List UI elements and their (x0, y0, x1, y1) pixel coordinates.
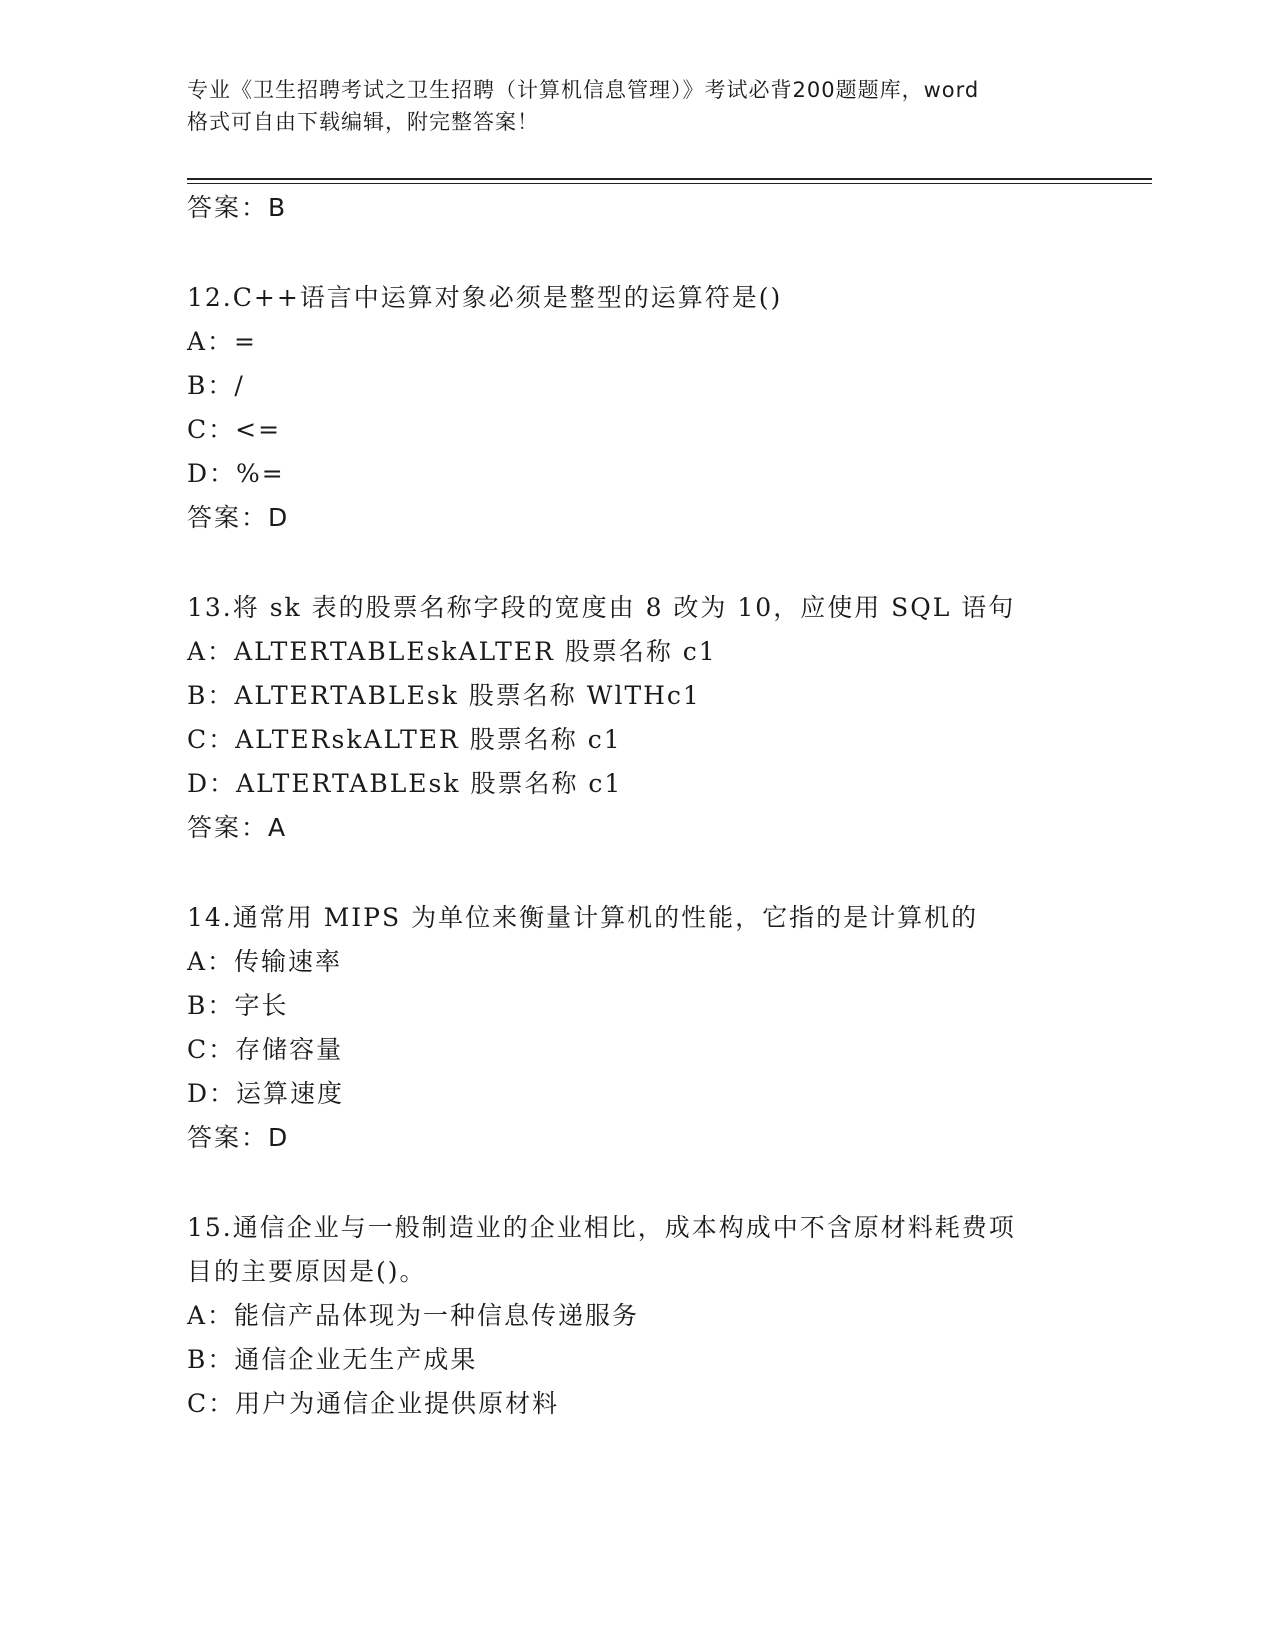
q14-question: 14.通常用 MIPS 为单位来衡量计算机的性能，它指的是计算机的 (187, 903, 979, 932)
q14-option-d: D：运算速度 (187, 1079, 345, 1108)
q12-question: 12.C++语言中运算对象必须是整型的运算符是() (187, 283, 783, 312)
q14-option-b: B：字长 (187, 991, 289, 1020)
header-divider-thin (187, 183, 1152, 184)
q13-answer: 答案：A (187, 813, 288, 842)
q15-question-line-2: 目的主要原因是()。 (187, 1257, 427, 1286)
q15-question-line-1: 15.通信企业与一般制造业的企业相比，成本构成中不含原材料耗费项 (187, 1213, 1016, 1242)
header-line-2: 格式可自由下载编辑，附完整答案！ (187, 110, 539, 134)
q15-option-b: B：通信企业无生产成果 (187, 1345, 478, 1374)
q13-question: 13.将 sk 表的股票名称字段的宽度由 8 改为 10，应使用 SQL 语句 (187, 593, 1016, 622)
q14-answer: 答案：D (187, 1123, 290, 1152)
q12-option-c: C：<= (187, 415, 282, 444)
q14-option-c: C：存储容量 (187, 1035, 344, 1064)
q15-option-a: A：能信产品体现为一种信息传递服务 (187, 1301, 640, 1330)
q13-option-c: C：ALTERskALTER 股票名称 c1 (187, 725, 622, 754)
q12-option-a: A：= (187, 327, 258, 356)
q11-answer: 答案：B (187, 193, 288, 222)
header-line-1: 专业《卫生招聘考试之卫生招聘（计算机信息管理）》考试必背200题题库，word (187, 78, 980, 102)
header-divider-thick (187, 178, 1152, 180)
q13-option-d: D：ALTERTABLEsk 股票名称 c1 (187, 769, 623, 798)
q14-option-a: A：传输速率 (187, 947, 343, 976)
q15-option-c: C：用户为通信企业提供原材料 (187, 1389, 560, 1418)
q12-option-b: B：/ (187, 371, 245, 400)
q13-option-a: A：ALTERTABLEskALTER 股票名称 c1 (187, 637, 717, 666)
document-header (187, 74, 1087, 138)
q13-option-b: B：ALTERTABLEsk 股票名称 WlTHc1 (187, 681, 701, 710)
q12-option-d: D：%= (187, 459, 285, 488)
q12-answer: 答案：D (187, 503, 290, 532)
